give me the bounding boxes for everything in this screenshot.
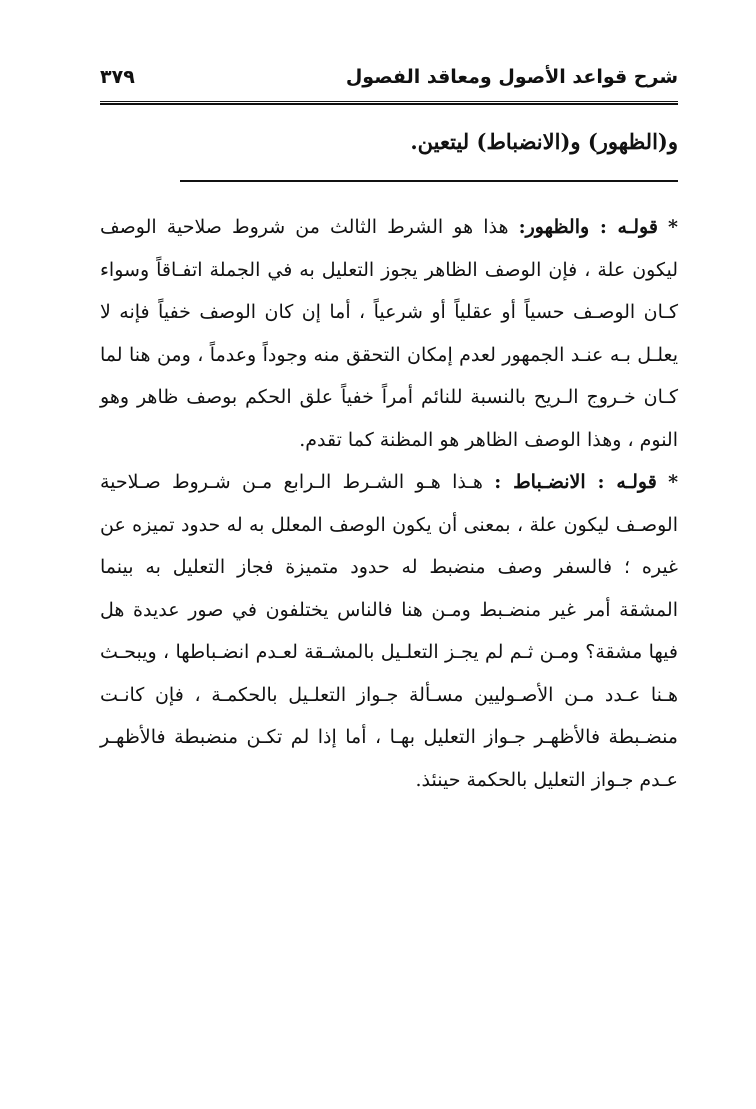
paragraph-lead: قولـه : الانضـباط :	[494, 471, 657, 493]
paragraph-lead: قولـه : والظهور:	[518, 216, 658, 238]
running-header	[100, 60, 678, 100]
star-marker: *	[668, 216, 678, 238]
paragraph-zuhur	[100, 206, 678, 461]
body-text	[100, 206, 678, 801]
paragraph-indibat	[100, 461, 678, 801]
page-number: ٣٧٩	[100, 66, 135, 88]
paragraph-body: هذا هو الشرط الثالث من شروط صلاحية الوصف ليكون علة ، فإن الوصف الظاهر يجوز التعليل به في الجملة اتفـاقاً وسواء كـان الوصـف حسياً أو عقلياً أو شرعياً ، أما إن كان الوصف خفياً فإنه لا يعلـل بـه عنـد الجمهور لعدم إمكان التحقق منه وجوداً وعدماً ، ومن هنا لما كـان خـروج الـريح بالنسبة للنائم أمراً خفياً علق الحكم بوصف ظاهر وهو النوم ، وهذا الوصف الظاهر هو المظنة كما تقدم.	[100, 216, 678, 451]
section-divider	[180, 180, 678, 182]
header-divider	[100, 101, 678, 105]
continued-text: و(الظهور) و(الانضباط) ليتعين.	[410, 129, 678, 154]
star-marker: *	[668, 471, 678, 493]
header-title: شرح قواعد الأصول ومعاقد الفصول	[345, 66, 678, 88]
paragraph-body: هـذا هـو الشـرط الـرابع مـن شـروط صـلاحية الوصـف ليكون علة ، بمعنى أن يكون الوصف المعلل به له حدود تميزه عن غيره ؛ فالسفر وصف منضبط له حدود متميزة فجاز التعليل به بينما المشقة أمر غير منضـبط ومـن هنا فالناس يختلفون في صور عديدة هل فيها مشقة؟ ومـن ثـم لم يجـز التعلـيل بالمشـقة لعـدم انضـباطها ، ويبحـث هـنا عـدد مـن الأصـوليين مسـألة جـواز التعلـيل بالحكمـة ، فإن كانـت منضـبطة فالأظهـر جـواز التعليل بهـا ، أما إذا لم تكـن منضبطة فالأظهـر عـدم جـواز التعليل بالحكمة حينئذ.	[100, 471, 678, 791]
